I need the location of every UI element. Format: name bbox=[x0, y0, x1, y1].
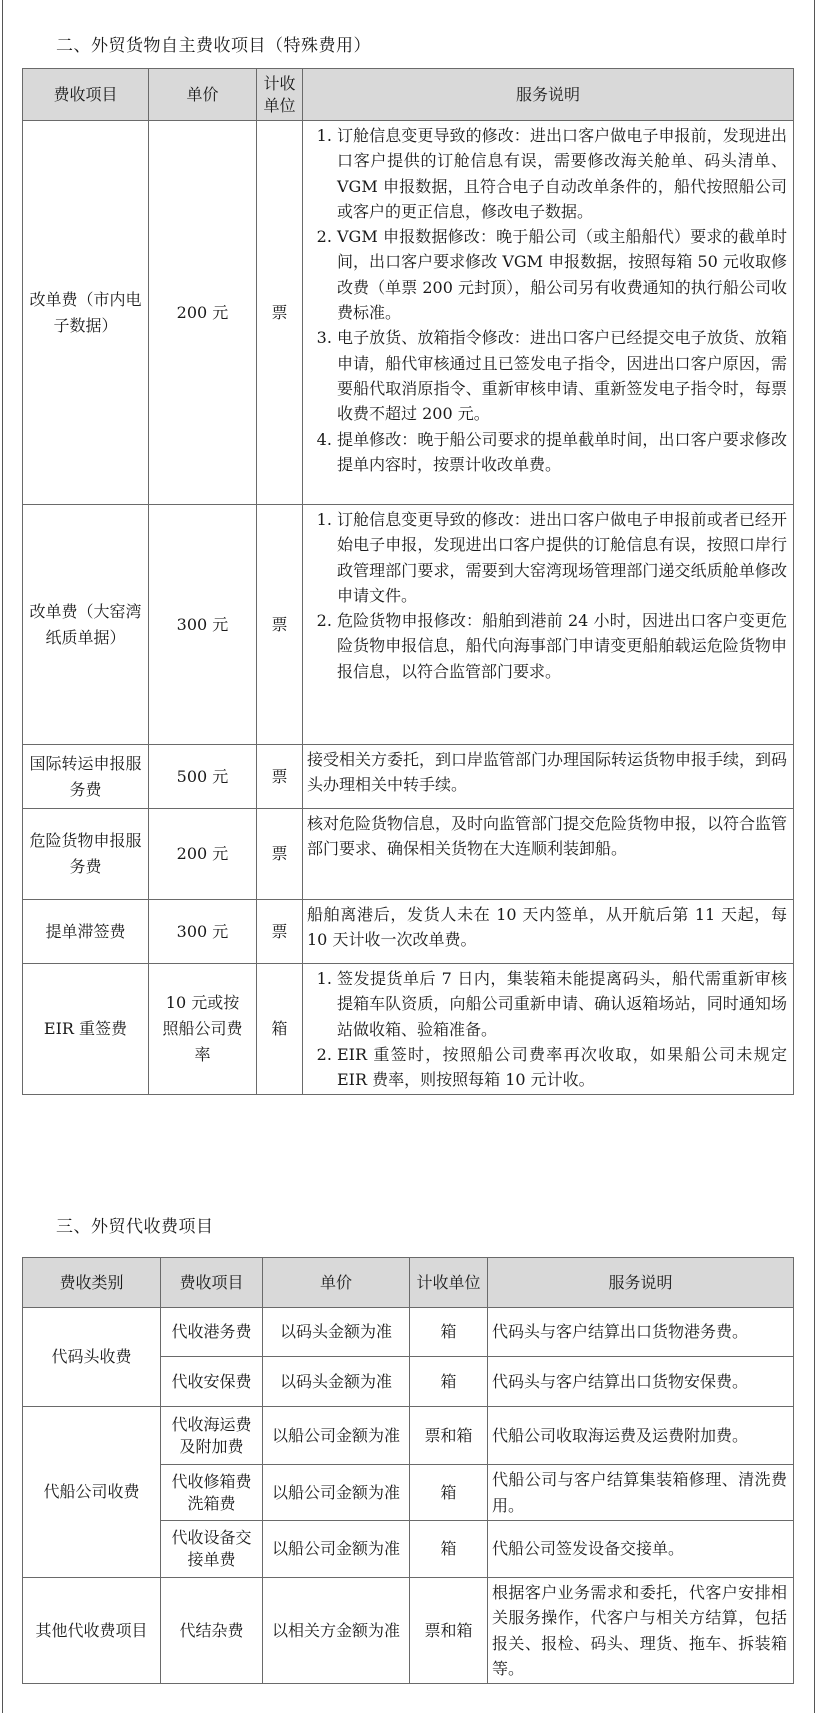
description-cell: 代船公司签发设备交接单。 bbox=[488, 1521, 794, 1578]
category-cell: 代码头收费 bbox=[23, 1308, 161, 1407]
page-frame-left bbox=[2, 0, 3, 1713]
section3-title: 三、外贸代收费项目 bbox=[56, 1217, 214, 1237]
table-row bbox=[23, 964, 794, 1095]
description-item: 1. 订舱信息变更导致的修改：进出口客户做电子申报前，发现进出口客户提供的订舱信息有误，需要修改海关舱单、码头清单、VGM 申报数据，且符合电子自动改单条件的，船代按照船公司或客户的更正信息，修改电子数据。 bbox=[337, 123, 787, 224]
header-fee-item: 费收项目 bbox=[23, 69, 149, 121]
description-item: 2. 危险货物申报修改：船舶到港前 24 小时，因进出口客户变更危险货物申报信息，船代向海事部门申请变更船舶载运危险货物申报信息，以符合监管部门要求。 bbox=[337, 608, 787, 684]
fee-item-cell: 代结杂费 bbox=[161, 1578, 263, 1684]
unit-cell: 票 bbox=[257, 745, 303, 809]
price-cell: 以码头金额为准 bbox=[263, 1308, 410, 1357]
description-item: 1. 订舱信息变更导致的修改：进出口客户做电子申报前或者已经开始电子申报，发现进出口客户提供的订舱信息有误，按照口岸行政管理部门要求，需要到大窑湾现场管理部门递交纸质舱单修改申请文件。 bbox=[337, 507, 787, 608]
table-row bbox=[23, 900, 794, 964]
unit-cell: 箱 bbox=[410, 1465, 488, 1521]
unit-cell: 箱 bbox=[410, 1521, 488, 1578]
header-price: 单价 bbox=[263, 1258, 410, 1308]
description-cell: 根据客户业务需求和委托，代客户安排相关服务操作，代客户与相关方结算，包括报关、报检、码头、理货、拖车、拆装箱等。 bbox=[488, 1578, 794, 1684]
header-description: 服务说明 bbox=[303, 69, 794, 121]
header-price: 单价 bbox=[149, 69, 257, 121]
table-row bbox=[23, 1407, 794, 1465]
fee-item-cell bbox=[161, 1407, 263, 1465]
fee-item-cell: 危险货物申报服务费 bbox=[23, 809, 149, 900]
price-cell: 以船公司金额为准 bbox=[263, 1465, 410, 1521]
fee-item-cell bbox=[161, 1521, 263, 1578]
description-cell bbox=[303, 505, 794, 745]
unit-cell: 箱 bbox=[257, 964, 303, 1095]
price-cell: 以船公司金额为准 bbox=[263, 1407, 410, 1465]
description-cell: 船舶离港后，发货人未在 10 天内签单，从开航后第 11 天起，每 10 天计收一次改单费。 bbox=[303, 900, 794, 964]
fee-item-cell bbox=[161, 1465, 263, 1521]
header-unit: 计收单位 bbox=[410, 1258, 488, 1308]
unit-cell: 票 bbox=[257, 809, 303, 900]
price-cell: 500 元 bbox=[149, 745, 257, 809]
description-list bbox=[307, 123, 787, 477]
fee-item-cell: 代收安保费 bbox=[161, 1357, 263, 1407]
description-cell bbox=[303, 964, 794, 1095]
table-row bbox=[23, 505, 794, 745]
fee-item-cell: 代收港务费 bbox=[161, 1308, 263, 1357]
unit-cell: 票 bbox=[257, 121, 303, 505]
fee-item-cell: 改单费（大窑湾纸质单据） bbox=[23, 505, 149, 745]
agency-fee-table bbox=[22, 1257, 794, 1684]
header-fee-item: 费收项目 bbox=[161, 1258, 263, 1308]
unit-cell: 票和箱 bbox=[410, 1407, 488, 1465]
table-row bbox=[23, 121, 794, 505]
unit-cell: 票 bbox=[257, 505, 303, 745]
category-cell: 代船公司收费 bbox=[23, 1407, 161, 1578]
section2-title: 二、外贸货物自主费收项目（特殊费用） bbox=[56, 36, 371, 56]
category-cell: 其他代收费项目 bbox=[23, 1578, 161, 1684]
description-item: 2. EIR 重签时，按照船公司费率再次收取，如果船公司未规定 EIR 费率，则按照每箱 10 元计收。 bbox=[337, 1042, 787, 1093]
description-cell bbox=[303, 121, 794, 505]
table-row bbox=[23, 745, 794, 809]
header-description: 服务说明 bbox=[488, 1258, 794, 1308]
table-row bbox=[23, 809, 794, 900]
fee-item-cell: 改单费（市内电子数据） bbox=[23, 121, 149, 505]
price-cell: 以船公司金额为准 bbox=[263, 1521, 410, 1578]
fee-item-text: 代收设备交接单费 bbox=[171, 1528, 252, 1569]
table-row bbox=[23, 1308, 794, 1357]
table-header-row bbox=[23, 69, 794, 121]
fee-item-text: 代收海运费及附加费 bbox=[171, 1414, 252, 1456]
description-item: 4. 提单修改：晚于船公司要求的提单截单时间，出口客户要求修改提单内容时，按票计收改单费。 bbox=[337, 427, 787, 478]
description-list bbox=[307, 966, 787, 1092]
description-cell: 代码头与客户结算出口货物安保费。 bbox=[488, 1357, 794, 1407]
price-cell bbox=[149, 964, 257, 1095]
header-unit-text: 计收单位 bbox=[263, 73, 296, 115]
unit-cell: 箱 bbox=[410, 1357, 488, 1407]
fee-item-text: 代收修箱费洗箱费 bbox=[171, 1471, 252, 1513]
price-cell: 300 元 bbox=[149, 505, 257, 745]
price-cell: 以码头金额为准 bbox=[263, 1357, 410, 1407]
description-item: 3. 电子放货、放箱指令修改：进出口客户已经提交电子放货、放箱申请，船代审核通过且已签发电子指令，因进出口客户原因，需要船代取消原指令、重新审核申请、重新签发电子指令时，每票收费不超过 200 元。 bbox=[337, 325, 787, 426]
unit-cell: 票和箱 bbox=[410, 1578, 488, 1684]
description-cell: 核对危险货物信息，及时向监管部门提交危险货物申报，以符合监管部门要求、确保相关货物在大连顺利装卸船。 bbox=[303, 809, 794, 900]
unit-cell: 票 bbox=[257, 900, 303, 964]
description-list bbox=[307, 507, 787, 684]
price-text: 10 元或按照船公司费率 bbox=[162, 993, 243, 1065]
description-item: 2. VGM 申报数据修改：晚于船公司（或主船船代）要求的截单时间，出口客户要求修改 VGM 申报数据，按照每箱 50 元收取修改费（单票 200 元封顶），船公司另有收费通知的执行船公司收费标准。 bbox=[337, 224, 787, 325]
page-frame-right bbox=[814, 0, 815, 1713]
price-cell: 200 元 bbox=[149, 121, 257, 505]
description-cell: 接受相关方委托，到口岸监管部门办理国际转运货物申报手续，到码头办理相关中转手续。 bbox=[303, 745, 794, 809]
fee-item-cell: EIR 重签费 bbox=[23, 964, 149, 1095]
price-cell: 以相关方金额为准 bbox=[263, 1578, 410, 1684]
header-unit bbox=[257, 69, 303, 121]
header-category: 费收类别 bbox=[23, 1258, 161, 1308]
description-item: 1. 签发提货单后 7 日内，集装箱未能提离码头，船代需重新审核提箱车队资质，向船公司重新申请、确认返箱场站，同时通知场站做收箱、验箱准备。 bbox=[337, 966, 787, 1042]
unit-cell: 箱 bbox=[410, 1308, 488, 1357]
price-cell: 300 元 bbox=[149, 900, 257, 964]
table-header-row bbox=[23, 1258, 794, 1308]
description-cell: 代船公司与客户结算集装箱修理、清洗费用。 bbox=[488, 1465, 794, 1521]
special-fee-table bbox=[22, 68, 794, 1095]
price-cell: 200 元 bbox=[149, 809, 257, 900]
fee-item-cell: 国际转运申报服务费 bbox=[23, 745, 149, 809]
table-row bbox=[23, 1578, 794, 1684]
description-cell: 代码头与客户结算出口货物港务费。 bbox=[488, 1308, 794, 1357]
fee-item-cell: 提单滞签费 bbox=[23, 900, 149, 964]
description-cell: 代船公司收取海运费及运费附加费。 bbox=[488, 1407, 794, 1465]
